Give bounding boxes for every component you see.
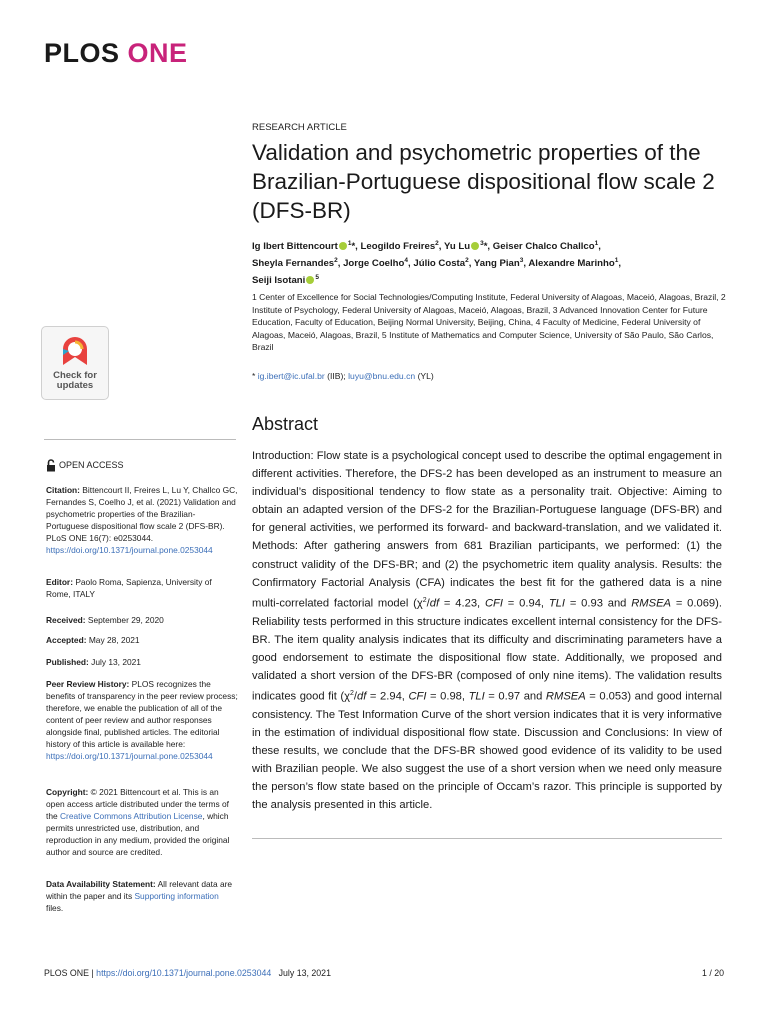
footer-doi-link[interactable]: https://doi.org/10.1371/journal.pone.0253044 [96,968,272,978]
author-list: Ig Ibert Bittencourt $^1$*, Leogildo Freires$^2$, Yu Lu $^3$*, Geiser Chalco Challco$^1$, Sheyla Fernandes$^2$, Jorge Coelho$^4$, Júlio Costa$^2$, Yang Pian$^3$, Alexandre Marinho$^1$, Seiji Isotani $^5$ [252,240,622,287]
journal-logo: PLOS ONE [44,38,188,68]
supporting-info-link[interactable]: Supporting information [134,891,219,901]
abstract-body: Introduction: Flow state is a psychological concept used to describe the optimal engagement in different activities. Therefore, the DFS-2 has been developed as an instrument to measure an individual’s dispositional tendency to flow state as a personality trait. Objective: Aiming to obtain an adapted version of the DFS-2 for the Brazilian-Portuguese language (DFS-BR) and for general activities, we performed its forward- and backward-translation, and we validated it. Methods: After gathering answers from 681 Brazilian participants, we performed: (1) the construct validity of the DFS-BR; and (2) the psychometric item quality analysis. Results: the Confirmatory Factorial Analysis (CFA) indicates the best fit for the gathered data is a nine multi-correlated factorial model ($\chi^2/df = 4.23$, CFI = 0.94, TLI = 0.93 and RMSEA = 0.069). Reliability tests performed in this structure indicates excellent internal consistency for the DFS-BR. The item quality analysis indicates that its difficulty and discriminating parameters have a good endorsement to estimate the dispositional flow state. Additionally, we proposed and validated a short version of the DFS-BR (composed of only nine items). The validation results indicates good fit ($\chi^2/df = 2.94$, CFI = 0.98, TLI = 0.97 and RMSEA = 0.053) and good internal consistency. The Test Information Curve of the short version indicates that it is very informative in the estimation of individual dispositional flow state. Discussion and Conclusions: In view of these results, we conclude that the DFS-BR showed good evidence of its validity to be used with Brazilian people. We also suggest the use of a short version when we need only measure the person’s flow state based on the principle of Occam’s razor. This principle is supported by the analysis presented in this article. [252,450,722,812]
editor-block: Editor: Paolo Roma, Sapienza, University of Rome, ITALY [46,577,212,599]
email-link[interactable]: luyu@bnu.edu.cn [348,371,416,381]
accepted-date: Accepted: May 28, 2021 [46,635,140,645]
license-link[interactable]: Creative Commons Attribution License [59,811,203,821]
received-date: Received: September 29, 2020 [46,615,164,625]
peer-review-link[interactable]: https://doi.org/10.1371/journal.pone.0253044 [46,751,213,761]
data-availability-block: Data Availability Statement: All relevant data are within the paper and its Supporting information files. [46,879,233,913]
article-type-label: RESEARCH ARTICLE [252,122,347,133]
orcid-icon[interactable] [339,242,347,250]
orcid-icon[interactable] [471,242,479,250]
orcid-icon[interactable] [306,276,314,284]
citation-block: Citation: Bittencourt II, Freires L, Lu Y, Challco GC, Fernandes S, Coelho J, et al. (2021) Validation and psychometric properties of the Brazilian-Portuguese dispositional flow scale 2 (DFS-BR). PLoS ONE 16(7): e0253044. https://doi.org/10.1371/journal.pone.0253044 [46,485,238,555]
open-lock-icon [46,459,56,472]
email-link[interactable]: ig.ibert@ic.ufal.br [257,371,325,381]
peer-review-block: Peer Review History: PLOS recognizes the benefits of transparency in the peer review process; therefore, we enable the publication of all of the content of peer review and author responses alongside final, published articles. The editorial history of this article is available here: https://doi.org/10.1371/journal.pone.0253044 [46,679,238,761]
abstract-heading: Abstract [252,414,319,434]
corresponding-authors: * ig.ibert@ic.ufal.br (IIB); luyu@bnu.edu.cn (YL) [252,371,434,381]
open-access-label: OPEN ACCESS [46,459,124,472]
divider [252,838,722,839]
page-footer: PLOS ONE | https://doi.org/10.1371/journal.pone.0253044 July 13, 2021 1 / 20 [44,968,724,978]
check-for-updates-badge[interactable]: Check for updates [41,326,109,400]
divider [44,439,236,440]
article-title: Validation and psychometric properties of the Brazilian-Portuguese dispositional flow scale 2 (DFS-BR) [252,140,715,223]
affiliations: 1 Center of Excellence for Social Technologies/Computing Institute, Federal University of Alagoas, Maceió, Alagoas, Brazil, 2 Institute of Psychology, Federal University of Alagoas, Maceió, Alagoas, Brazil, 3 Advanced Innovation Center for Future Education, Faculty of Education, Beijing Normal University, Beijing, China, 4 Faculty of Medicine, Federal University of Alagoas, Maceió, Alagoas, Brazil, 5 Institute of Mathematics and Computer Science, University of São Paulo, São Carlos, Brazil [252,292,726,352]
doi-link[interactable]: https://doi.org/10.1371/journal.pone.0253044 [46,545,213,555]
copyright-block: Copyright: © 2021 Bittencourt et al. This is an open access article distributed under the terms of the Creative Commons Attribution License, which permits unrestricted use, distribution, and reproduction in any medium, provided the original author and source are credited. [46,787,230,857]
page-number: 1 / 20 [701,968,724,978]
footer-date: July 13, 2021 [278,968,331,978]
published-date: Published: July 13, 2021 [46,657,141,667]
bookmark-icon [59,335,91,369]
